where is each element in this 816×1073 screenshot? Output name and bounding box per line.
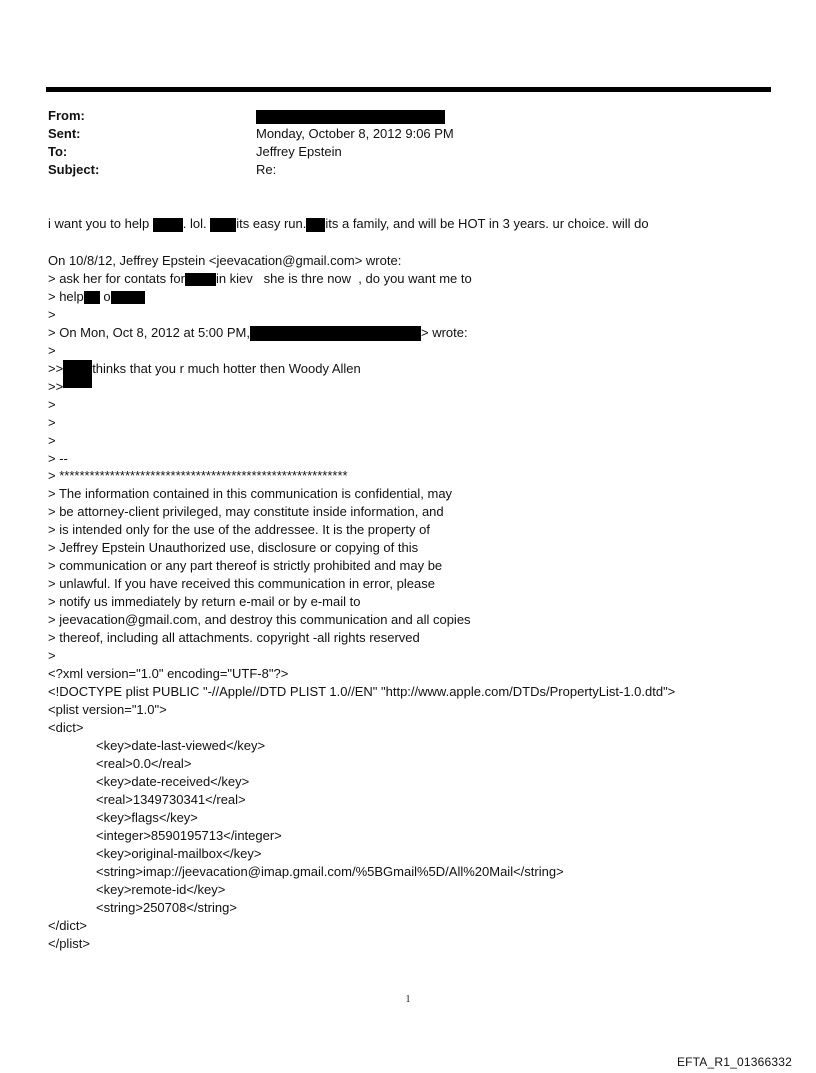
quoted-line: > -- (48, 451, 68, 466)
quoted-line: > (48, 307, 56, 322)
disclaimer-line: > The information contained in this communication is confidential, may (48, 486, 453, 501)
quoted-line: > (48, 397, 56, 412)
redaction-bar (111, 291, 145, 304)
quote-intro-line: On 10/8/12, Jeffrey Epstein <jeevacation@gmail.com> wrote: (48, 253, 402, 268)
xml-line: <key>date-received</key> (96, 774, 250, 789)
quoted-line (48, 288, 145, 306)
quoted-line (48, 360, 361, 388)
redaction-bar (306, 218, 325, 232)
disclaimer-line: > thereof, including all attachments. copyright -all rights reserved (48, 630, 420, 645)
disclaimer-line: > is intended only for the use of the addressee. It is the property of (48, 522, 430, 537)
text-segment: > ask her for contats for (48, 271, 185, 286)
xml-line: <dict> (48, 720, 84, 735)
xml-line: <key>remote-id</key> (96, 882, 226, 897)
text-segment: its a family, and will be HOT in 3 years. ur choice. will do (325, 216, 649, 231)
xml-line: <string>imap://jeevacation@imap.gmail.com/%5BGmail%5D/All%20Mail</string> (96, 864, 564, 879)
redaction-bar (256, 110, 445, 124)
disclaimer-line: > jeevacation@gmail.com, and destroy this communication and all copies (48, 612, 471, 627)
sent-value: Monday, October 8, 2012 9:06 PM (256, 126, 454, 141)
xml-line: <!DOCTYPE plist PUBLIC "-//Apple//DTD PLIST 1.0//EN" "http://www.apple.com/DTDs/PropertyList-1.0.dtd"> (48, 684, 676, 699)
redaction-bar (153, 218, 183, 232)
quoted-line: > (48, 433, 56, 448)
disclaimer-line: > Jeffrey Epstein Unauthorized use, disclosure or copying of this (48, 540, 419, 555)
from-value (256, 107, 445, 125)
subject-label: Subject: (48, 162, 100, 177)
quoted-line: > (48, 343, 56, 358)
disclaimer-line: > be attorney-client privileged, may constitute inside information, and (48, 504, 444, 519)
disclaimer-line: > notify us immediately by return e-mail or by e-mail to (48, 594, 361, 609)
subject-value: Re: (256, 162, 277, 177)
quoted-line (48, 324, 468, 342)
redaction-bar (210, 218, 236, 232)
disclaimer-line: > (48, 648, 56, 663)
xml-line: <real>0.0</real> (96, 756, 192, 771)
quoted-line: >> (48, 379, 64, 394)
to-value: Jeffrey Epstein (256, 144, 342, 159)
redaction-bar (63, 360, 92, 388)
quoted-line: > (48, 415, 56, 430)
text-segment: > On Mon, Oct 8, 2012 at 5:00 PM, (48, 325, 250, 340)
xml-line: <key>original-mailbox</key> (96, 846, 262, 861)
xml-line: <real>1349730341</real> (96, 792, 246, 807)
from-label: From: (48, 108, 85, 123)
xml-line: <plist version="1.0"> (48, 702, 167, 717)
text-segment: i want you to help (48, 216, 153, 231)
page-number: 1 (405, 994, 411, 1005)
xml-line: </plist> (48, 936, 90, 951)
to-label: To: (48, 144, 68, 159)
redaction-bar (84, 291, 100, 304)
text-segment: . lol. (182, 216, 211, 231)
sent-label: Sent: (48, 126, 81, 141)
disclaimer-line: > unlawful. If you have received this communication in error, please (48, 576, 435, 591)
xml-line: <key>flags</key> (96, 810, 198, 825)
redaction-bar (250, 326, 421, 341)
header-rule (46, 87, 771, 92)
text-segment: in kiev she is thre now , do you want me to (215, 271, 472, 286)
document-id: EFTA_R1_01366332 (676, 1055, 792, 1069)
xml-line: <?xml version="1.0" encoding="UTF-8"?> (48, 666, 289, 681)
redaction-bar (185, 273, 216, 286)
text-segment: o (99, 289, 111, 304)
xml-line: <key>date-last-viewed</key> (96, 738, 266, 753)
message-line (48, 215, 649, 233)
text-segment: thinks that you r much hotter then Woody Allen (92, 361, 361, 376)
quoted-separator: > ********************************************************* (48, 468, 348, 483)
text-segment: > help (48, 289, 84, 304)
disclaimer-line: > communication or any part thereof is strictly prohibited and may be (48, 558, 443, 573)
text-segment: >> (48, 361, 64, 376)
text-segment: > wrote: (420, 325, 468, 340)
xml-line: <string>250708</string> (96, 900, 237, 915)
quoted-line (48, 270, 472, 288)
xml-line: </dict> (48, 918, 88, 933)
xml-line: <integer>8590195713</integer> (96, 828, 282, 843)
text-segment: its easy run. (236, 216, 307, 231)
